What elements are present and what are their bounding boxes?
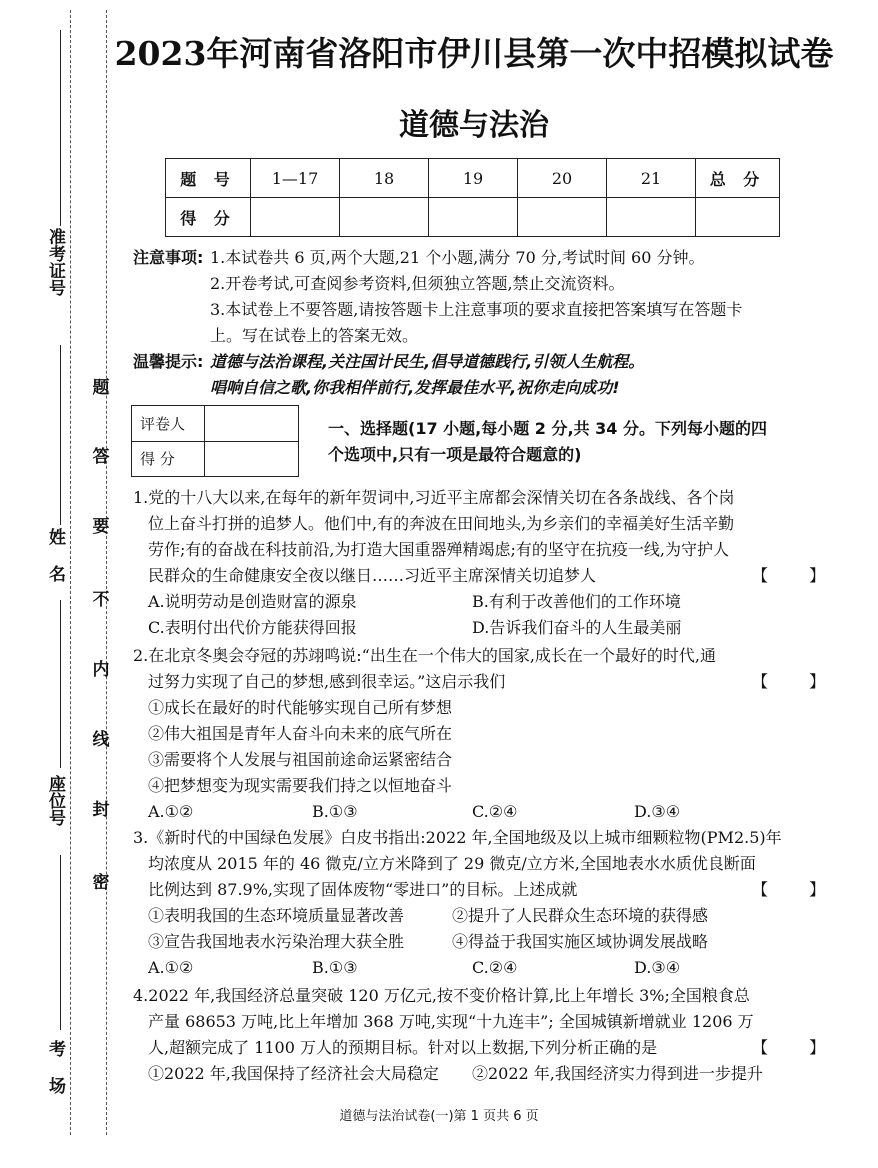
- question-text: 产量 68653 万吨,比上年增加 368 万吨,实现“十九连丰”; 全国城镇新增就业 1206 万: [148, 1012, 754, 1031]
- notice-item: 上。写在试卷上的答案无效。: [210, 326, 419, 345]
- score-input-cell[interactable]: [251, 198, 340, 237]
- grader-score-label: 得 分: [132, 441, 205, 477]
- statement-item: ③需要将个人发展与祖国前途命运紧密结合: [148, 750, 453, 769]
- notice-item: 3.本试卷上不要答题,请按答题卡上注意事项的要求直接把答案填写在答题卡: [210, 300, 743, 319]
- tip-line: 唱响自信之歌,你我相伴前行,发挥最佳水平,祝你走向成功!: [210, 378, 620, 397]
- binding-line-outer: [70, 10, 71, 1135]
- section-heading-cont: 个选项中,只有一项是最符合题意的): [328, 445, 582, 464]
- question-text: 比例达到 87.9%,实现了固体废物“零进口”的目标。上述成就: [148, 880, 578, 899]
- subject-title: 道德与法治: [399, 108, 549, 143]
- answer-bracket[interactable]: 【 】: [752, 672, 844, 691]
- answer-bracket[interactable]: 【 】: [752, 1038, 844, 1057]
- grader-label: 评卷人: [132, 406, 205, 442]
- grader-table: [131, 405, 299, 477]
- statement-item: ①成长在最好的时代能够实现自己所有梦想: [148, 698, 453, 717]
- name-underline: [60, 345, 61, 525]
- option-a: A.说明劳动是创造财富的源泉: [148, 592, 357, 611]
- question-text: 2.在北京冬奥会夺冠的苏翊鸣说:“出生在一个伟大的国家,成长在一个最好的时代,通: [133, 646, 717, 665]
- option-a: A.①②: [148, 802, 194, 821]
- question-text: 劳作;有的奋战在科技前沿,为打造大国重器殚精竭虑;有的坚守在抗疫一线,为守护人: [148, 540, 729, 559]
- notice-label: 注意事项:: [133, 248, 204, 267]
- statement-item: ④把梦想变为现实需要我们持之以恒地奋斗: [148, 776, 453, 795]
- question-text: 位上奋斗打拼的追梦人。他们中,有的奔波在田间地头,为乡亲们的幸福美好生活辛勤: [148, 514, 735, 533]
- question-text: 民群众的生命健康安全夜以继日……习近平主席深情关切追梦人: [148, 566, 597, 585]
- seal-char: 不: [92, 590, 110, 610]
- grader-score-input-cell[interactable]: [205, 441, 299, 477]
- score-input-cell[interactable]: [429, 198, 518, 237]
- exam-title: 2023年河南省洛阳市伊川县第一次中招模拟试卷: [114, 34, 834, 73]
- option-c: C.表明付出代价方能获得回报: [148, 618, 357, 637]
- seat-label: 座位号: [45, 775, 65, 826]
- answer-bracket[interactable]: 【 】: [752, 880, 844, 899]
- statement-item: ②2022 年,我国经济实力得到进一步提升: [472, 1064, 763, 1083]
- option-c: C.②④: [472, 802, 518, 821]
- room-label: 考场: [45, 1040, 65, 1114]
- question-text: 过努力实现了自己的梦想,感到很幸运。”这启示我们: [148, 672, 506, 691]
- statement-item: ④得益于我国实施区域协调发展战略: [452, 932, 709, 951]
- score-row-label: 得 分: [166, 198, 251, 237]
- score-input-cell[interactable]: [518, 198, 607, 237]
- option-d: D.③④: [634, 958, 681, 977]
- exam-id-underline: [60, 30, 61, 226]
- statement-item: ①2022 年,我国保持了经济社会大局稳定: [148, 1064, 439, 1083]
- score-input-cell[interactable]: [607, 198, 696, 237]
- option-b: B.①③: [312, 802, 358, 821]
- question-text: 1.党的十八大以来,在每年的新年贺词中,习近平主席都会深情关切在各条战线、各个岗: [133, 488, 735, 507]
- score-input-cell[interactable]: [340, 198, 429, 237]
- grader-input-cell[interactable]: [205, 406, 299, 442]
- seal-char: 题: [92, 378, 110, 398]
- seat-underline: [60, 600, 61, 768]
- seal-char: 密: [92, 873, 110, 893]
- score-header-cell: 总 分: [696, 159, 780, 198]
- exam-id-label: 准考证号: [45, 228, 65, 296]
- option-d: D.③④: [634, 802, 681, 821]
- score-input-cell[interactable]: [696, 198, 780, 237]
- statement-item: ①表明我国的生态环境质量显著改善: [148, 906, 405, 925]
- seal-char: 答: [92, 447, 110, 467]
- notice-item: 1.本试卷共 6 页,两个大题,21 个小题,满分 70 分,考试时间 60 分钟。: [210, 248, 705, 267]
- statement-item: ②提升了人民群众生态环境的获得感: [452, 906, 709, 925]
- seal-char: 内: [92, 660, 110, 680]
- score-table-score-row: [166, 198, 780, 237]
- option-d: D.告诉我们奋斗的人生最美丽: [472, 618, 682, 637]
- statement-item: ②伟大祖国是青年人奋斗向未来的底气所在: [148, 724, 453, 743]
- tip-label: 温馨提示:: [133, 352, 204, 371]
- question-text: 人,超额完成了 1100 万人的预期目标。针对以上数据,下列分析正确的是: [148, 1038, 658, 1057]
- score-table-header-row: [166, 159, 780, 198]
- question-text: 4.2022 年,我国经济总量突破 120 万亿元,按不变价格计算,比上年增长 3%;全国粮食总: [133, 986, 750, 1005]
- statement-item: ③宣告我国地表水污染治理大获全胜: [148, 932, 405, 951]
- score-header-cell: 20: [518, 159, 607, 198]
- page-footer: 道德与法治试卷(一)第 1 页共 6 页: [339, 1109, 539, 1124]
- option-a: A.①②: [148, 958, 194, 977]
- seal-char: 封: [92, 800, 110, 820]
- name-label: 姓名: [45, 528, 65, 602]
- room-underline: [60, 855, 61, 1030]
- binding-line-inner: [106, 10, 107, 1135]
- score-header-cell: 1—17: [251, 159, 340, 198]
- score-header-cell: 题 号: [166, 159, 251, 198]
- score-table: [165, 158, 780, 237]
- question-text: 3.《新时代的中国绿色发展》白皮书指出:2022 年,全国地级及以上城市细颗粒物(PM2.5)年: [133, 828, 782, 847]
- score-header-cell: 21: [607, 159, 696, 198]
- score-header-cell: 18: [340, 159, 429, 198]
- seal-char: 要: [92, 517, 110, 537]
- option-b: B.①③: [312, 958, 358, 977]
- option-b: B.有利于改善他们的工作环境: [472, 592, 681, 611]
- seal-char: 线: [92, 730, 110, 750]
- section-heading: 一、选择题(17 小题,每小题 2 分,共 34 分。下列每小题的四: [328, 419, 767, 438]
- tip-line: 道德与法治课程,关注国计民生,倡导道德践行,引领人生航程。: [210, 352, 645, 371]
- answer-bracket[interactable]: 【 】: [752, 566, 844, 585]
- score-header-cell: 19: [429, 159, 518, 198]
- option-c: C.②④: [472, 958, 518, 977]
- question-text: 均浓度从 2015 年的 46 微克/立方米降到了 29 微克/立方米,全国地表水水质优良断面: [148, 854, 756, 873]
- notice-item: 2.开卷考试,可查阅参考资料,但须独立答题,禁止交流资料。: [210, 274, 625, 293]
